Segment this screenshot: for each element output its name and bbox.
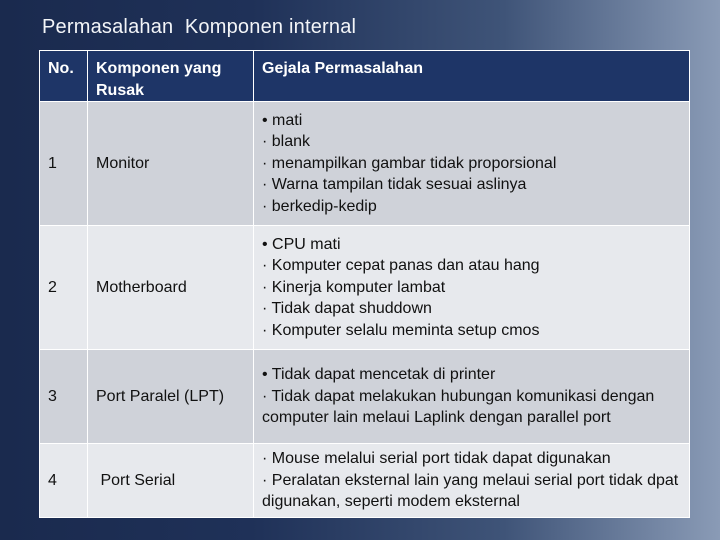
symptom-item: • Tidak dapat mencetak di printer [262, 366, 496, 384]
symptom-item: • CPU mati [262, 235, 341, 253]
table-row [40, 102, 690, 226]
row-number: 4 [40, 444, 88, 518]
row-number: 3 [40, 350, 88, 444]
header-component: Komponen yang Rusak [88, 51, 254, 102]
row-component: Motherboard [88, 226, 254, 350]
symptom-item: · Peralatan eksternal lain yang melaui serial port tidak dpat digunakan, seperti modem eksternal [262, 471, 679, 511]
row-component: Monitor [88, 102, 254, 226]
symptom-item: • mati [262, 111, 303, 129]
header-symptoms: Gejala Permasalahan [254, 51, 690, 102]
symptom-item: · Tidak dapat shuddown [262, 300, 432, 318]
table-row [40, 350, 690, 444]
problems-table [39, 50, 690, 518]
row-component: Port Serial [88, 444, 254, 518]
table-row [40, 226, 690, 350]
header-no: No. [40, 51, 88, 102]
symptom-item: · Mouse melalui serial port tidak dapat digunakan [262, 450, 611, 468]
symptom-item: · Komputer selalu meminta setup cmos [262, 321, 540, 339]
row-number: 2 [40, 226, 88, 350]
symptom-item: · menampilkan gambar tidak proporsional [262, 154, 557, 172]
table-row [40, 444, 690, 518]
row-symptoms [254, 350, 690, 444]
row-component: Port Paralel (LPT) [88, 350, 254, 444]
row-symptoms [254, 102, 690, 226]
row-symptoms [254, 226, 690, 350]
row-symptoms [254, 444, 690, 518]
symptom-item: · Kinerja komputer lambat [262, 278, 446, 296]
symptom-item: · blank [262, 133, 311, 151]
symptom-item: · berkedip-kedip [262, 197, 377, 215]
table-header-row [40, 51, 690, 102]
row-number: 1 [40, 102, 88, 226]
symptom-item: · Tidak dapat melakukan hubungan komunikasi dengan computer lain melaui Laplink dengan parallel port [262, 387, 655, 427]
symptom-item: · Komputer cepat panas dan atau hang [262, 257, 540, 275]
symptom-item: · Warna tampilan tidak sesuai aslinya [262, 176, 527, 194]
slide-title: Permasalahan Komponen internal [42, 16, 357, 38]
